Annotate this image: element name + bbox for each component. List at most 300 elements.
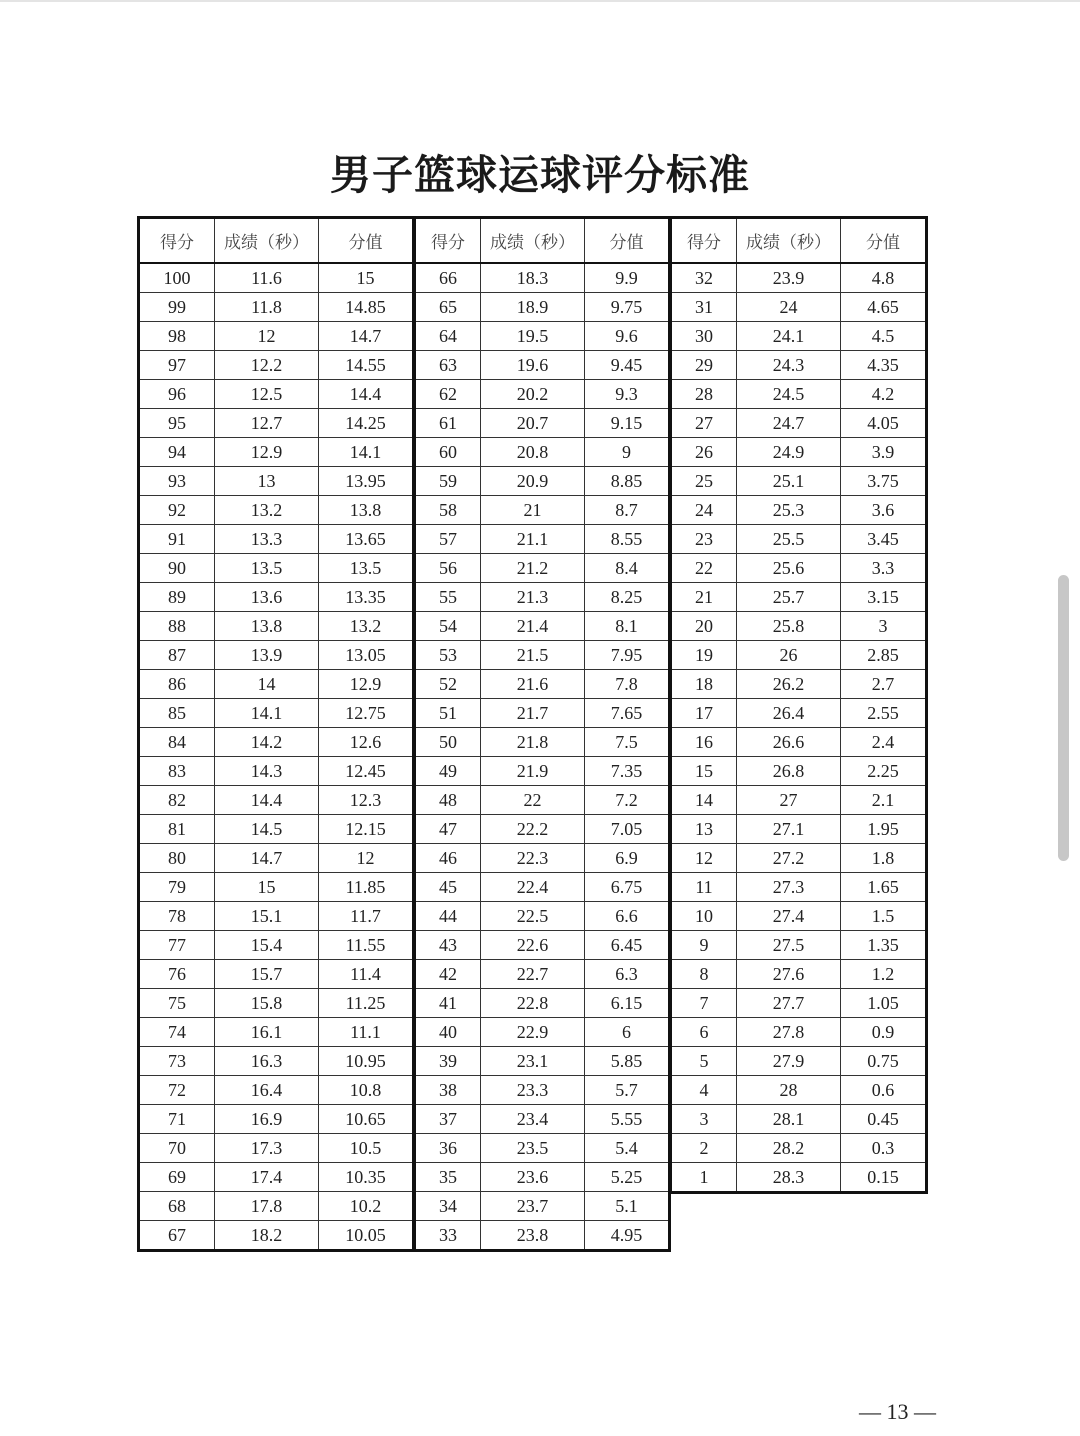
cell-time: 21.3 — [481, 583, 585, 612]
cell-time: 25.1 — [737, 467, 841, 496]
header-points: 分值 — [841, 218, 927, 264]
cell-points: 15 — [319, 263, 414, 293]
cell-time: 17.3 — [215, 1134, 319, 1163]
cell-points: 6.3 — [585, 960, 670, 989]
cell-points: 10.8 — [319, 1076, 414, 1105]
cell-time: 27.9 — [737, 1047, 841, 1076]
table-row — [415, 815, 670, 844]
table-row — [671, 438, 927, 467]
cell-points: 13.35 — [319, 583, 414, 612]
cell-time: 21.1 — [481, 525, 585, 554]
cell-points: 14.7 — [319, 322, 414, 351]
cell-time: 14.1 — [215, 699, 319, 728]
table-row — [671, 351, 927, 380]
cell-score: 51 — [415, 699, 481, 728]
cell-points: 11.55 — [319, 931, 414, 960]
table-row — [415, 496, 670, 525]
table-row — [139, 844, 414, 873]
table-row — [139, 989, 414, 1018]
cell-points: 1.65 — [841, 873, 927, 902]
table-row — [139, 612, 414, 641]
cell-time: 22.7 — [481, 960, 585, 989]
cell-points: 7.2 — [585, 786, 670, 815]
cell-time: 22.3 — [481, 844, 585, 873]
table-row — [415, 293, 670, 322]
table-row — [139, 757, 414, 786]
cell-points: 7.5 — [585, 728, 670, 757]
cell-time: 22 — [481, 786, 585, 815]
cell-score: 100 — [139, 263, 215, 293]
cell-time: 27.3 — [737, 873, 841, 902]
table-row — [139, 1047, 414, 1076]
table-row — [139, 351, 414, 380]
cell-time: 16.9 — [215, 1105, 319, 1134]
table-row — [415, 1047, 670, 1076]
table-row — [415, 786, 670, 815]
cell-points: 0.75 — [841, 1047, 927, 1076]
table-row — [671, 844, 927, 873]
cell-points: 9.6 — [585, 322, 670, 351]
cell-score: 5 — [671, 1047, 737, 1076]
cell-score: 12 — [671, 844, 737, 873]
cell-points: 14.25 — [319, 409, 414, 438]
cell-points: 6.75 — [585, 873, 670, 902]
table-row — [139, 641, 414, 670]
header-time: 成绩（秒） — [215, 218, 319, 264]
cell-points: 4.65 — [841, 293, 927, 322]
cell-score: 95 — [139, 409, 215, 438]
header-points: 分值 — [319, 218, 414, 264]
cell-time: 25.6 — [737, 554, 841, 583]
cell-score: 81 — [139, 815, 215, 844]
header-row — [671, 218, 927, 264]
cell-score: 46 — [415, 844, 481, 873]
cell-time: 16.3 — [215, 1047, 319, 1076]
cell-points: 1.35 — [841, 931, 927, 960]
cell-score: 72 — [139, 1076, 215, 1105]
cell-time: 26.2 — [737, 670, 841, 699]
cell-score: 78 — [139, 902, 215, 931]
cell-score: 18 — [671, 670, 737, 699]
cell-points: 12.9 — [319, 670, 414, 699]
cell-points: 4.5 — [841, 322, 927, 351]
cell-points: 0.45 — [841, 1105, 927, 1134]
cell-time: 25.3 — [737, 496, 841, 525]
cell-time: 28.1 — [737, 1105, 841, 1134]
cell-score: 7 — [671, 989, 737, 1018]
cell-score: 33 — [415, 1221, 481, 1251]
cell-points: 9 — [585, 438, 670, 467]
table-row — [415, 1192, 670, 1221]
cell-time: 24 — [737, 293, 841, 322]
score-table-block-3 — [669, 216, 928, 1194]
table-row — [671, 554, 927, 583]
vertical-scrollbar[interactable] — [1058, 575, 1069, 861]
cell-points: 4.05 — [841, 409, 927, 438]
cell-time: 14 — [215, 670, 319, 699]
cell-score: 28 — [671, 380, 737, 409]
cell-time: 26.6 — [737, 728, 841, 757]
table-row — [415, 960, 670, 989]
cell-points: 7.35 — [585, 757, 670, 786]
cell-score: 56 — [415, 554, 481, 583]
cell-time: 19.5 — [481, 322, 585, 351]
cell-score: 94 — [139, 438, 215, 467]
cell-score: 62 — [415, 380, 481, 409]
cell-score: 26 — [671, 438, 737, 467]
cell-points: 14.85 — [319, 293, 414, 322]
page-title: 男子篮球运球评分标准 — [330, 151, 750, 199]
cell-score: 9 — [671, 931, 737, 960]
cell-time: 21.5 — [481, 641, 585, 670]
table-row — [139, 1018, 414, 1047]
cell-points: 10.2 — [319, 1192, 414, 1221]
cell-time: 17.8 — [215, 1192, 319, 1221]
cell-time: 25.7 — [737, 583, 841, 612]
cell-score: 32 — [671, 263, 737, 293]
cell-time: 20.7 — [481, 409, 585, 438]
cell-score: 41 — [415, 989, 481, 1018]
table-row — [139, 960, 414, 989]
cell-time: 13.2 — [215, 496, 319, 525]
cell-time: 27.5 — [737, 931, 841, 960]
cell-time: 21.9 — [481, 757, 585, 786]
cell-points: 9.3 — [585, 380, 670, 409]
cell-points: 12.45 — [319, 757, 414, 786]
cell-points: 9.75 — [585, 293, 670, 322]
table-row — [139, 263, 414, 293]
cell-score: 11 — [671, 873, 737, 902]
cell-score: 80 — [139, 844, 215, 873]
cell-points: 5.55 — [585, 1105, 670, 1134]
cell-points: 10.05 — [319, 1221, 414, 1251]
cell-points: 11.25 — [319, 989, 414, 1018]
cell-time: 13.3 — [215, 525, 319, 554]
table-row — [671, 1018, 927, 1047]
cell-time: 15.4 — [215, 931, 319, 960]
cell-score: 6 — [671, 1018, 737, 1047]
table-row — [139, 728, 414, 757]
cell-score: 10 — [671, 902, 737, 931]
table-row — [415, 989, 670, 1018]
table-row — [139, 699, 414, 728]
cell-score: 57 — [415, 525, 481, 554]
cell-score: 79 — [139, 873, 215, 902]
cell-points: 7.8 — [585, 670, 670, 699]
cell-score: 23 — [671, 525, 737, 554]
cell-time: 23.7 — [481, 1192, 585, 1221]
cell-score: 93 — [139, 467, 215, 496]
cell-time: 20.8 — [481, 438, 585, 467]
cell-points: 6.9 — [585, 844, 670, 873]
cell-time: 17.4 — [215, 1163, 319, 1192]
cell-points: 9.9 — [585, 263, 670, 293]
cell-score: 39 — [415, 1047, 481, 1076]
cell-score: 84 — [139, 728, 215, 757]
cell-time: 21.4 — [481, 612, 585, 641]
cell-points: 13.65 — [319, 525, 414, 554]
table-row — [671, 1134, 927, 1163]
page-top-border — [0, 0, 1080, 2]
table-row — [671, 380, 927, 409]
cell-points: 2.85 — [841, 641, 927, 670]
cell-points: 1.2 — [841, 960, 927, 989]
cell-time: 23.3 — [481, 1076, 585, 1105]
table-row — [415, 641, 670, 670]
cell-time: 24.7 — [737, 409, 841, 438]
cell-time: 25.8 — [737, 612, 841, 641]
table-row — [415, 873, 670, 902]
cell-points: 13.8 — [319, 496, 414, 525]
cell-time: 12.9 — [215, 438, 319, 467]
cell-score: 52 — [415, 670, 481, 699]
table-row — [139, 1192, 414, 1221]
table-row — [139, 409, 414, 438]
cell-score: 22 — [671, 554, 737, 583]
cell-score: 77 — [139, 931, 215, 960]
header-score: 得分 — [139, 218, 215, 264]
table-row — [139, 873, 414, 902]
table-row — [139, 931, 414, 960]
cell-points: 3.3 — [841, 554, 927, 583]
cell-score: 21 — [671, 583, 737, 612]
cell-points: 12 — [319, 844, 414, 873]
table-row — [671, 902, 927, 931]
cell-score: 89 — [139, 583, 215, 612]
cell-score: 74 — [139, 1018, 215, 1047]
cell-points: 10.35 — [319, 1163, 414, 1192]
table-row — [415, 1018, 670, 1047]
cell-time: 14.7 — [215, 844, 319, 873]
page-number: — 13 — — [859, 1399, 936, 1424]
cell-score: 63 — [415, 351, 481, 380]
cell-time: 23.4 — [481, 1105, 585, 1134]
header-time: 成绩（秒） — [737, 218, 841, 264]
cell-score: 98 — [139, 322, 215, 351]
table-row — [139, 525, 414, 554]
cell-score: 73 — [139, 1047, 215, 1076]
cell-points: 7.65 — [585, 699, 670, 728]
cell-time: 16.1 — [215, 1018, 319, 1047]
cell-time: 25.5 — [737, 525, 841, 554]
cell-score: 40 — [415, 1018, 481, 1047]
table-row — [415, 844, 670, 873]
table-row — [671, 409, 927, 438]
table-row — [139, 293, 414, 322]
cell-time: 12.5 — [215, 380, 319, 409]
table-row — [139, 467, 414, 496]
cell-points: 6 — [585, 1018, 670, 1047]
table-row — [671, 931, 927, 960]
cell-points: 8.7 — [585, 496, 670, 525]
cell-score: 44 — [415, 902, 481, 931]
cell-points: 9.15 — [585, 409, 670, 438]
cell-score: 13 — [671, 815, 737, 844]
table-row — [415, 525, 670, 554]
table-row — [415, 351, 670, 380]
cell-time: 11.8 — [215, 293, 319, 322]
cell-score: 58 — [415, 496, 481, 525]
cell-time: 18.9 — [481, 293, 585, 322]
table-row — [139, 554, 414, 583]
cell-score: 70 — [139, 1134, 215, 1163]
cell-points: 3 — [841, 612, 927, 641]
cell-time: 18.2 — [215, 1221, 319, 1251]
cell-points: 3.15 — [841, 583, 927, 612]
cell-points: 13.95 — [319, 467, 414, 496]
cell-score: 35 — [415, 1163, 481, 1192]
cell-time: 27.8 — [737, 1018, 841, 1047]
cell-score: 42 — [415, 960, 481, 989]
table-row — [671, 496, 927, 525]
cell-time: 23.1 — [481, 1047, 585, 1076]
header-row — [415, 218, 670, 264]
cell-time: 13.8 — [215, 612, 319, 641]
score-table-block-2 — [413, 216, 671, 1252]
cell-points: 3.75 — [841, 467, 927, 496]
cell-score: 15 — [671, 757, 737, 786]
cell-score: 65 — [415, 293, 481, 322]
table-row — [415, 728, 670, 757]
table-row — [415, 1076, 670, 1105]
cell-time: 13 — [215, 467, 319, 496]
cell-time: 20.2 — [481, 380, 585, 409]
cell-time: 15.7 — [215, 960, 319, 989]
cell-time: 14.2 — [215, 728, 319, 757]
cell-score: 29 — [671, 351, 737, 380]
cell-score: 48 — [415, 786, 481, 815]
cell-points: 0.6 — [841, 1076, 927, 1105]
cell-score: 2 — [671, 1134, 737, 1163]
cell-time: 20.9 — [481, 467, 585, 496]
table-row — [415, 699, 670, 728]
cell-time: 23.5 — [481, 1134, 585, 1163]
cell-time: 24.1 — [737, 322, 841, 351]
cell-score: 4 — [671, 1076, 737, 1105]
cell-points: 2.55 — [841, 699, 927, 728]
table-row — [671, 612, 927, 641]
cell-score: 99 — [139, 293, 215, 322]
table-row — [415, 757, 670, 786]
cell-score: 45 — [415, 873, 481, 902]
table-row — [671, 670, 927, 699]
cell-score: 19 — [671, 641, 737, 670]
cell-time: 26.4 — [737, 699, 841, 728]
table-row — [671, 293, 927, 322]
table-row — [671, 786, 927, 815]
cell-time: 22.6 — [481, 931, 585, 960]
cell-points: 8.55 — [585, 525, 670, 554]
table-row — [671, 1076, 927, 1105]
cell-score: 97 — [139, 351, 215, 380]
table-row — [671, 641, 927, 670]
cell-time: 13.5 — [215, 554, 319, 583]
table-row — [671, 728, 927, 757]
cell-time: 21.8 — [481, 728, 585, 757]
cell-points: 0.3 — [841, 1134, 927, 1163]
cell-score: 83 — [139, 757, 215, 786]
cell-score: 50 — [415, 728, 481, 757]
cell-time: 28.2 — [737, 1134, 841, 1163]
table-row — [671, 322, 927, 351]
cell-points: 5.85 — [585, 1047, 670, 1076]
table-row — [415, 931, 670, 960]
cell-score: 96 — [139, 380, 215, 409]
cell-points: 8.85 — [585, 467, 670, 496]
cell-time: 21.2 — [481, 554, 585, 583]
cell-points: 13.5 — [319, 554, 414, 583]
cell-points: 4.35 — [841, 351, 927, 380]
cell-score: 53 — [415, 641, 481, 670]
cell-score: 36 — [415, 1134, 481, 1163]
cell-time: 23.6 — [481, 1163, 585, 1192]
cell-score: 90 — [139, 554, 215, 583]
cell-points: 7.95 — [585, 641, 670, 670]
table-row — [139, 1076, 414, 1105]
table-row — [139, 380, 414, 409]
cell-score: 3 — [671, 1105, 737, 1134]
cell-score: 14 — [671, 786, 737, 815]
cell-time: 22.2 — [481, 815, 585, 844]
cell-time: 12.7 — [215, 409, 319, 438]
cell-score: 92 — [139, 496, 215, 525]
cell-score: 17 — [671, 699, 737, 728]
cell-score: 75 — [139, 989, 215, 1018]
cell-score: 88 — [139, 612, 215, 641]
table-row — [671, 467, 927, 496]
cell-time: 21 — [481, 496, 585, 525]
cell-points: 5.7 — [585, 1076, 670, 1105]
cell-points: 13.05 — [319, 641, 414, 670]
cell-score: 37 — [415, 1105, 481, 1134]
cell-time: 21.6 — [481, 670, 585, 699]
cell-time: 27.7 — [737, 989, 841, 1018]
table-row — [671, 583, 927, 612]
cell-score: 30 — [671, 322, 737, 351]
cell-score: 43 — [415, 931, 481, 960]
cell-score: 76 — [139, 960, 215, 989]
cell-time: 27.1 — [737, 815, 841, 844]
cell-points: 14.55 — [319, 351, 414, 380]
table-row — [415, 322, 670, 351]
table-row — [139, 583, 414, 612]
cell-time: 27.6 — [737, 960, 841, 989]
header-row — [139, 218, 414, 264]
cell-time: 15 — [215, 873, 319, 902]
table-row — [671, 1163, 927, 1193]
cell-score: 85 — [139, 699, 215, 728]
cell-time: 26.8 — [737, 757, 841, 786]
cell-time: 19.6 — [481, 351, 585, 380]
header-points: 分值 — [585, 218, 670, 264]
cell-time: 15.1 — [215, 902, 319, 931]
table-row — [139, 322, 414, 351]
table-row — [415, 670, 670, 699]
table-row — [415, 583, 670, 612]
table-row — [139, 1221, 414, 1251]
score-table-block-1 — [137, 216, 415, 1252]
table-row — [671, 873, 927, 902]
cell-time: 16.4 — [215, 1076, 319, 1105]
cell-points: 1.5 — [841, 902, 927, 931]
cell-score: 55 — [415, 583, 481, 612]
cell-score: 69 — [139, 1163, 215, 1192]
cell-points: 3.9 — [841, 438, 927, 467]
table-row — [671, 1047, 927, 1076]
table-row — [139, 670, 414, 699]
cell-score: 31 — [671, 293, 737, 322]
cell-score: 20 — [671, 612, 737, 641]
